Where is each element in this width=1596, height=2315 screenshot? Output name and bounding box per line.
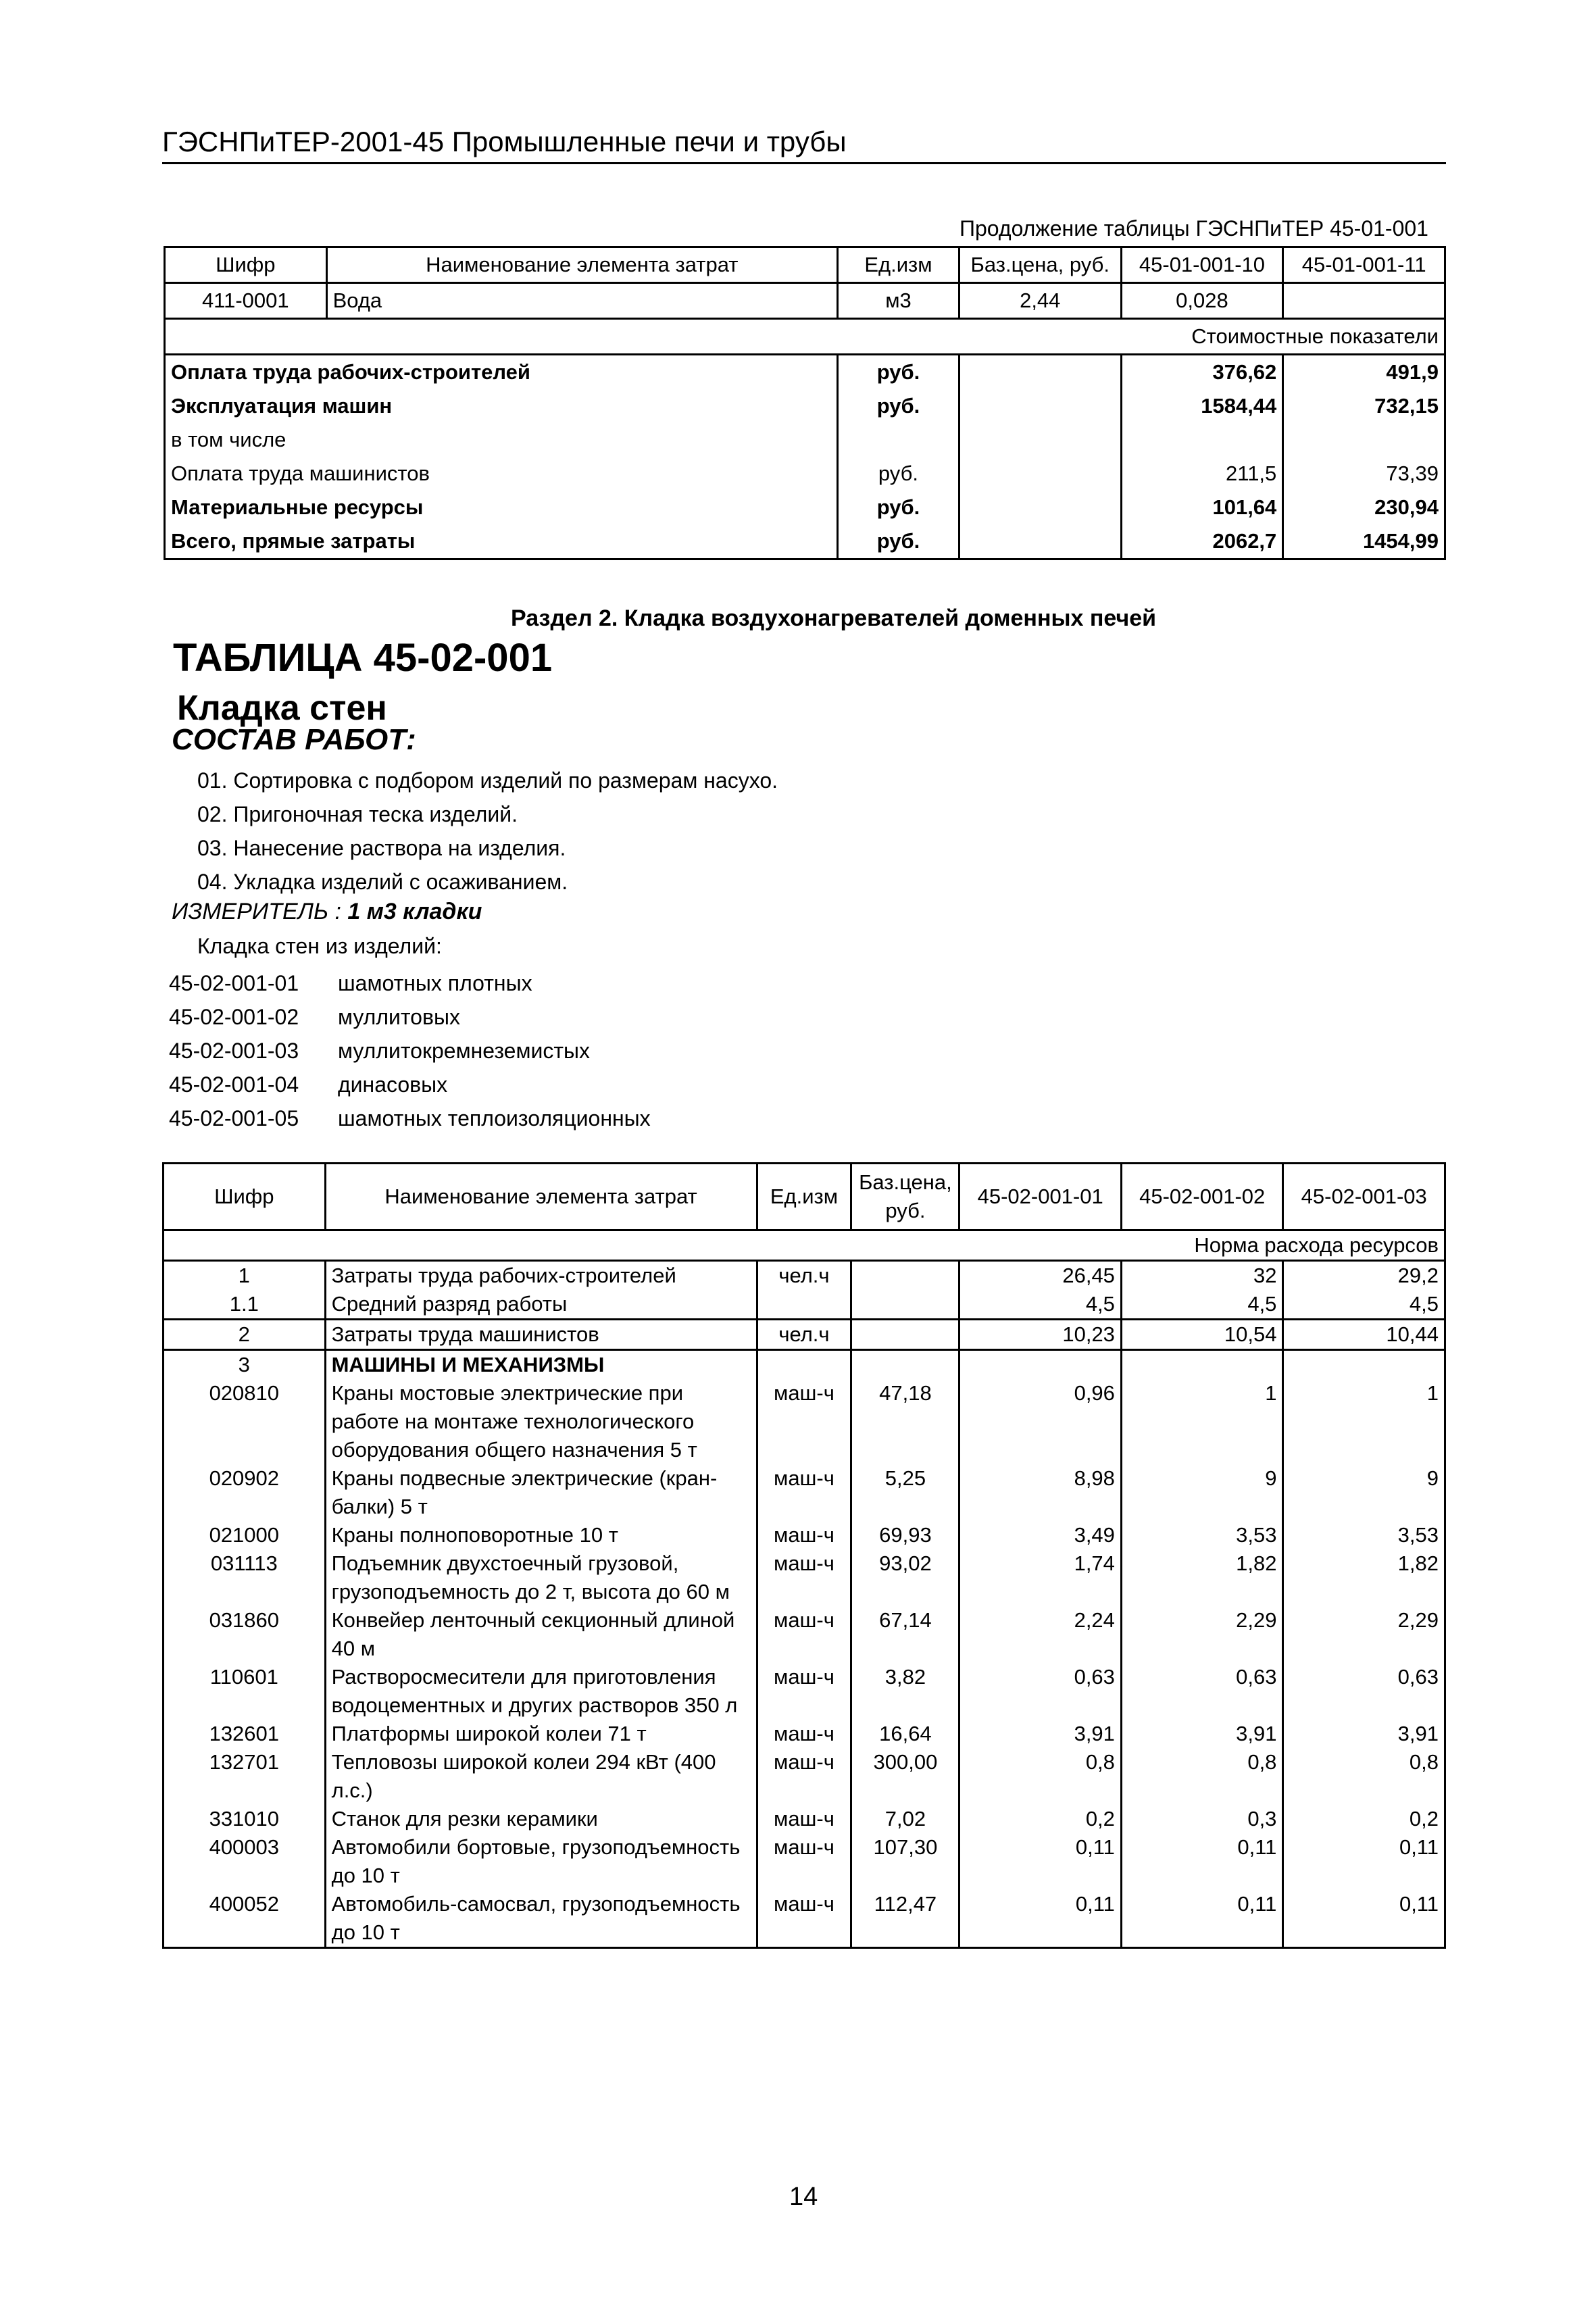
row-value-01: 3,49 — [959, 1521, 1122, 1549]
row-code: 331010 — [209, 1807, 280, 1831]
row-value-02 — [1121, 1350, 1283, 1380]
row-value-03: 4,5 — [1283, 1290, 1445, 1320]
row-unit: руб. — [838, 355, 959, 390]
document-header: ГЭСНПиТЕР-2001-45 Промышленные печи и трубы — [162, 126, 847, 157]
table2-section-row — [164, 1230, 1445, 1261]
row-value-10: 101,64 — [1121, 491, 1283, 524]
row-price — [851, 1320, 959, 1350]
table-title: ТАБЛИЦА 45-02-001 — [173, 636, 553, 680]
table-row — [165, 457, 1445, 491]
measure-label: ИЗМЕРИТЕЛЬ : — [172, 899, 341, 924]
row-value-01: 1,74 — [959, 1549, 1122, 1606]
row-price — [959, 491, 1121, 524]
items-list — [169, 966, 651, 1135]
row-code: 031860 — [209, 1608, 280, 1632]
table-row — [164, 1833, 1445, 1890]
row-name: Конвейер ленточный секционный длиной 40 м — [325, 1606, 757, 1663]
row-price — [851, 1261, 959, 1291]
t1-col-name: Наименование элемента затрат — [326, 247, 837, 283]
row-price: 7,02 — [851, 1805, 959, 1833]
item-name: динасовых — [338, 1072, 448, 1097]
t1-col-code: Шифр — [165, 247, 327, 283]
row-price: 300,00 — [851, 1748, 959, 1805]
item-code: 45-02-001-03 — [169, 1039, 299, 1063]
item-name: муллитовых — [338, 1005, 460, 1029]
row-value-02: 3,53 — [1121, 1521, 1283, 1549]
row-value-02: 1,82 — [1121, 1549, 1283, 1606]
table-row — [164, 1379, 1445, 1464]
row-value-02: 3,91 — [1121, 1720, 1283, 1748]
row-label: в том числе — [171, 428, 286, 451]
row-code: 020902 — [209, 1466, 280, 1490]
row-unit — [838, 423, 959, 457]
table-row — [164, 1805, 1445, 1833]
row-price: 3,82 — [851, 1663, 959, 1720]
row-value-03 — [1283, 1350, 1445, 1380]
row-value-02: 10,54 — [1121, 1320, 1283, 1350]
item-name: муллитокремнеземистых — [338, 1039, 590, 1063]
row-unit: маш-ч — [757, 1748, 851, 1805]
table-row — [164, 1320, 1445, 1350]
table2-header-row — [164, 1164, 1445, 1230]
row-name: Растворосмесители для приготовления водоцементных и других растворов 350 л — [325, 1663, 757, 1720]
t1-material-value-11 — [1283, 283, 1445, 319]
row-value-01: 2,24 — [959, 1606, 1122, 1663]
row-unit: руб. — [838, 491, 959, 524]
row-unit: маш-ч — [757, 1464, 851, 1521]
table-row — [165, 355, 1445, 390]
table1-header-row — [165, 247, 1445, 283]
table-row — [164, 1350, 1445, 1380]
row-label: Эксплуатация машин — [171, 394, 393, 418]
row-code: 132701 — [209, 1750, 280, 1774]
row-value-01: 8,98 — [959, 1464, 1122, 1521]
t1-material-code: 411-0001 — [165, 283, 327, 319]
t1-section-label: Стоимостные показатели — [165, 319, 1445, 355]
row-value-10: 2062,7 — [1121, 524, 1283, 559]
resource-table-45-02-001 — [162, 1162, 1446, 1949]
row-price: 47,18 — [851, 1379, 959, 1464]
row-unit: руб. — [838, 389, 959, 423]
section-title: Раздел 2. Кладка воздухонагревателей доменных печей — [511, 605, 1157, 631]
row-unit — [757, 1350, 851, 1380]
row-value-03: 1,82 — [1283, 1549, 1445, 1606]
row-value-02: 1 — [1121, 1379, 1283, 1464]
list-item — [169, 1101, 651, 1135]
t2-col-name: Наименование элемента затрат — [325, 1164, 757, 1230]
list-item — [169, 966, 651, 1000]
row-price — [959, 457, 1121, 491]
row-value-11: 73,39 — [1283, 457, 1445, 491]
row-value-11: 1454,99 — [1283, 524, 1445, 559]
row-name: Краны мостовые электрические при работе на монтаже технологического оборудования общего назначения 5 т — [325, 1379, 757, 1464]
row-value-01: 0,2 — [959, 1805, 1122, 1833]
row-value-10: 211,5 — [1121, 457, 1283, 491]
item-name: шамотных плотных — [338, 971, 532, 995]
row-value-01: 0,63 — [959, 1663, 1122, 1720]
row-unit: руб. — [838, 524, 959, 559]
row-value-03: 9 — [1283, 1464, 1445, 1521]
table-row — [164, 1290, 1445, 1320]
row-name: МАШИНЫ И МЕХАНИЗМЫ — [325, 1350, 757, 1380]
row-price — [959, 389, 1121, 423]
row-label: Материальные ресурсы — [171, 495, 424, 519]
t2-col-code-01: 45-02-001-01 — [959, 1164, 1122, 1230]
header-rule — [162, 162, 1446, 164]
works-item: 04. Укладка изделий с осаживанием. — [197, 870, 568, 894]
row-code: 3 — [238, 1353, 250, 1376]
table-row — [165, 524, 1445, 559]
row-label: Оплата труда рабочих-строителей — [171, 360, 530, 384]
row-unit: маш-ч — [757, 1379, 851, 1464]
row-price — [959, 524, 1121, 559]
t2-col-code: Шифр — [164, 1164, 326, 1230]
row-name: Станок для резки керамики — [325, 1805, 757, 1833]
table-row — [164, 1663, 1445, 1720]
table-subtitle: Кладка стен — [177, 689, 387, 728]
row-price: 16,64 — [851, 1720, 959, 1748]
row-value-01: 26,45 — [959, 1261, 1122, 1291]
row-value-11: 230,94 — [1283, 491, 1445, 524]
row-code: 110601 — [209, 1665, 278, 1689]
row-price — [959, 423, 1121, 457]
row-value-01 — [959, 1350, 1122, 1380]
row-unit: руб. — [838, 457, 959, 491]
row-value-03: 0,11 — [1283, 1833, 1445, 1890]
row-unit — [757, 1290, 851, 1320]
row-value-02: 0,8 — [1121, 1748, 1283, 1805]
row-value-01: 0,96 — [959, 1379, 1122, 1464]
row-value-03: 29,2 — [1283, 1261, 1445, 1291]
row-unit: маш-ч — [757, 1833, 851, 1890]
items-caption: Кладка стен из изделий: — [197, 934, 442, 958]
row-name: Подъемник двухстоечный грузовой, грузоподъемность до 2 т, высота до 60 м — [325, 1549, 757, 1606]
measure — [172, 899, 482, 925]
row-label: Оплата труда машинистов — [171, 462, 430, 485]
t1-material-price: 2,44 — [959, 283, 1121, 319]
list-item — [169, 1000, 651, 1034]
table-row — [164, 1748, 1445, 1805]
row-name: Автомобили бортовые, грузоподъемность до 10 т — [325, 1833, 757, 1890]
row-value-01: 4,5 — [959, 1290, 1122, 1320]
t2-col-code-03: 45-02-001-03 — [1283, 1164, 1445, 1230]
table-row — [164, 1464, 1445, 1521]
works-item: 01. Сортировка с подбором изделий по размерам насухо. — [197, 768, 778, 793]
row-name: Краны подвесные электрические (кран-балки) 5 т — [325, 1464, 757, 1521]
row-value-01: 0,11 — [959, 1890, 1122, 1948]
table-row — [164, 1606, 1445, 1663]
row-value-03: 1 — [1283, 1379, 1445, 1464]
item-code: 45-02-001-01 — [169, 971, 299, 995]
row-code: 400003 — [209, 1835, 280, 1859]
t1-material-value-10: 0,028 — [1121, 283, 1283, 319]
t1-col-code-10: 45-01-001-10 — [1121, 247, 1283, 283]
list-item — [169, 1034, 651, 1068]
row-value-03: 0,8 — [1283, 1748, 1445, 1805]
row-price: 112,47 — [851, 1890, 959, 1948]
item-code: 45-02-001-04 — [169, 1072, 299, 1097]
row-name: Краны полноповоротные 10 т — [325, 1521, 757, 1549]
row-value-02: 9 — [1121, 1464, 1283, 1521]
row-value-02: 0,3 — [1121, 1805, 1283, 1833]
row-value-02: 2,29 — [1121, 1606, 1283, 1663]
row-price: 93,02 — [851, 1549, 959, 1606]
row-price — [851, 1350, 959, 1380]
table-row — [164, 1890, 1445, 1948]
row-value-02: 0,63 — [1121, 1663, 1283, 1720]
row-unit: чел.ч — [757, 1261, 851, 1291]
row-value-03: 0,63 — [1283, 1663, 1445, 1720]
row-price: 69,93 — [851, 1521, 959, 1549]
row-code: 400052 — [209, 1892, 280, 1916]
t2-col-price: Баз.цена, руб. — [851, 1164, 959, 1230]
row-name: Затраты труда машинистов — [325, 1320, 757, 1350]
row-code: 020810 — [209, 1381, 280, 1405]
t1-material-name: Вода — [326, 283, 837, 319]
table-row — [165, 423, 1445, 457]
item-code: 45-02-001-02 — [169, 1005, 299, 1029]
row-value-10 — [1121, 423, 1283, 457]
row-code: 132601 — [209, 1722, 280, 1745]
list-item — [169, 1068, 651, 1101]
t1-col-unit: Ед.изм — [838, 247, 959, 283]
t2-col-unit: Ед.изм — [757, 1164, 851, 1230]
row-unit: маш-ч — [757, 1663, 851, 1720]
row-value-03: 10,44 — [1283, 1320, 1445, 1350]
row-name: Затраты труда рабочих-строителей — [325, 1261, 757, 1291]
row-name: Средний разряд работы — [325, 1290, 757, 1320]
row-value-02: 0,11 — [1121, 1833, 1283, 1890]
row-unit: маш-ч — [757, 1890, 851, 1948]
row-label: Всего, прямые затраты — [171, 529, 416, 553]
row-unit: маш-ч — [757, 1720, 851, 1748]
row-value-11: 732,15 — [1283, 389, 1445, 423]
row-code: 031113 — [210, 1551, 278, 1575]
t1-col-price: Баз.цена, руб. — [959, 247, 1121, 283]
page-number: 14 — [789, 2183, 818, 2211]
row-value-02: 4,5 — [1121, 1290, 1283, 1320]
row-code: 2 — [164, 1320, 326, 1350]
row-code: 1 — [238, 1264, 250, 1287]
row-value-02: 0,11 — [1121, 1890, 1283, 1948]
row-name: Автомобиль-самосвал, грузоподъемность до 10 т — [325, 1890, 757, 1948]
row-value-10: 1584,44 — [1121, 389, 1283, 423]
table-row — [165, 491, 1445, 524]
item-code: 45-02-001-05 — [169, 1106, 299, 1130]
row-code: 1.1 — [229, 1292, 259, 1316]
works-item: 03. Нанесение раствора на изделия. — [197, 836, 566, 860]
t2-section-label: Норма расхода ресурсов — [164, 1230, 1445, 1261]
table-row — [164, 1549, 1445, 1606]
works-list — [197, 764, 778, 899]
row-value-11 — [1283, 423, 1445, 457]
works-item: 02. Пригоночная теска изделий. — [197, 802, 518, 826]
row-value-01: 0,11 — [959, 1833, 1122, 1890]
row-name: Тепловозы широкой колеи 294 кВт (400 л.с.) — [325, 1748, 757, 1805]
row-value-03: 3,53 — [1283, 1521, 1445, 1549]
table1-section-row — [165, 319, 1445, 355]
cost-table-45-01-001 — [164, 246, 1446, 560]
row-value-02: 32 — [1121, 1261, 1283, 1291]
row-value-03: 0,2 — [1283, 1805, 1445, 1833]
table1-material-row — [165, 283, 1445, 319]
t2-col-code-02: 45-02-001-02 — [1121, 1164, 1283, 1230]
row-value-03: 2,29 — [1283, 1606, 1445, 1663]
table-continuation-note: Продолжение таблицы ГЭСНПиТЕР 45-01-001 — [959, 216, 1428, 241]
row-value-01: 3,91 — [959, 1720, 1122, 1748]
row-value-03: 3,91 — [1283, 1720, 1445, 1748]
row-unit: маш-ч — [757, 1606, 851, 1663]
row-unit: чел.ч — [757, 1320, 851, 1350]
row-price — [851, 1290, 959, 1320]
row-unit: маш-ч — [757, 1805, 851, 1833]
row-unit: маш-ч — [757, 1549, 851, 1606]
table-row — [164, 1720, 1445, 1748]
row-code: 021000 — [209, 1523, 280, 1547]
row-price — [959, 355, 1121, 390]
row-value-11: 491,9 — [1283, 355, 1445, 390]
row-value-10: 376,62 — [1121, 355, 1283, 390]
row-name: Платформы широкой колеи 71 т — [325, 1720, 757, 1748]
measure-value: 1 м3 кладки — [347, 899, 482, 924]
t1-material-unit: м3 — [838, 283, 959, 319]
item-name: шамотных теплоизоляционных — [338, 1106, 651, 1130]
row-price: 5,25 — [851, 1464, 959, 1521]
row-value-01: 10,23 — [959, 1320, 1122, 1350]
row-value-03: 0,11 — [1283, 1890, 1445, 1948]
row-price: 107,30 — [851, 1833, 959, 1890]
t1-col-code-11: 45-01-001-11 — [1283, 247, 1445, 283]
table-row — [165, 389, 1445, 423]
table-row — [164, 1261, 1445, 1291]
row-unit: маш-ч — [757, 1521, 851, 1549]
works-label: СОСТАВ РАБОТ: — [172, 723, 416, 756]
row-value-01: 0,8 — [959, 1748, 1122, 1805]
table-row — [164, 1521, 1445, 1549]
row-price: 67,14 — [851, 1606, 959, 1663]
